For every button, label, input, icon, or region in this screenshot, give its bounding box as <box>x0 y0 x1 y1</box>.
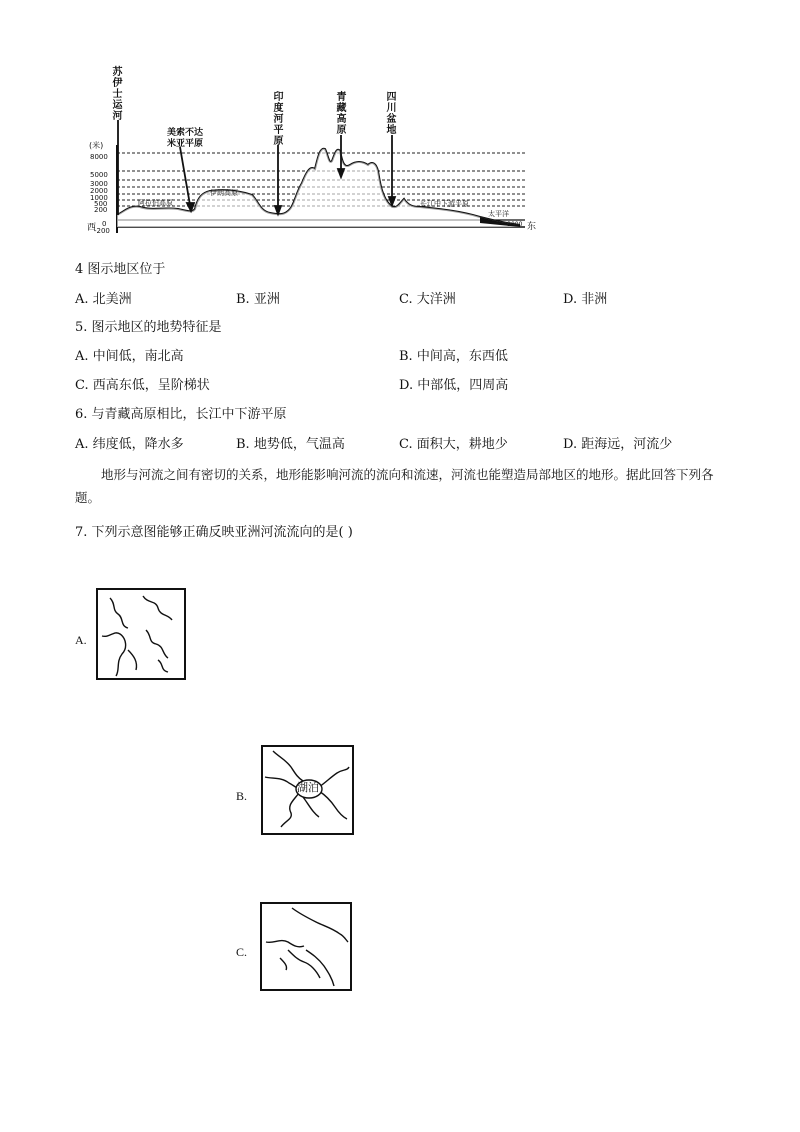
label-depth: -3000 <box>505 221 523 228</box>
q6-option-b[interactable]: B. 地势低，气温高 <box>236 437 345 452</box>
q6-option-c[interactable]: C. 面积大，耕地少 <box>399 437 508 452</box>
q7-option-c-label[interactable]: C. <box>236 945 248 959</box>
tick-0: 0 <box>102 220 107 228</box>
q5-option-c[interactable]: C. 西高东低，呈阶梯状 <box>75 378 210 393</box>
tick-500: 500 <box>94 200 108 208</box>
terrain-profile-figure <box>80 65 540 240</box>
label-indus: 印度河平原 <box>273 92 284 147</box>
q7-option-b-label[interactable]: B. <box>236 789 248 803</box>
label-sichuan: 四川盆地 <box>386 92 397 136</box>
q7-option-a-map[interactable] <box>96 588 186 680</box>
terrain-profile-svg <box>80 65 540 240</box>
q4-option-b[interactable]: B. 亚洲 <box>236 292 280 307</box>
q7-option-a-label[interactable]: A. <box>75 633 87 647</box>
q4-stem: 4 图示地区位于 <box>75 262 166 277</box>
q4-option-d[interactable]: D. 非洲 <box>563 292 608 307</box>
intro-paragraph: 地形与河流之间有密切的关系，地形能影响河流的流向和流速，河流也能塑造局部地区的地形。据此回答下列各题。 <box>75 467 714 505</box>
tick-200: 200 <box>94 206 108 214</box>
label-arabia: 阿拉伯高原 <box>138 199 173 207</box>
tick-1000: 1000 <box>90 194 108 202</box>
q6-option-d[interactable]: D. 距海远，河流少 <box>563 437 673 452</box>
lake-label: 湖泊 <box>297 781 319 794</box>
tick-8000: 8000 <box>90 153 108 161</box>
tick-5000: 5000 <box>90 171 108 179</box>
label-suez: 苏伊士运河 <box>112 67 123 122</box>
q5-option-d[interactable]: D. 中部低，四周高 <box>399 378 509 393</box>
q7-option-b-map[interactable] <box>261 745 354 835</box>
q4-option-a[interactable]: A. 北美洲 <box>75 292 132 307</box>
label-west: 西 <box>87 223 97 233</box>
label-east: 东 <box>527 222 537 232</box>
rivers-a-svg <box>98 590 184 678</box>
q5-stem: 5. 图示地区的地势特征是 <box>75 320 222 335</box>
label-mesopotamia-1: 美索不达 <box>167 128 204 138</box>
q7-stem: 7. 下列示意图能够正确反映亚洲河流流向的是( ) <box>75 525 353 540</box>
q5-option-a[interactable]: A. 中间低，南北高 <box>75 349 184 364</box>
rivers-c-svg <box>262 904 350 989</box>
q6-stem: 6. 与青藏高原相比，长江中下游平原 <box>75 407 287 422</box>
tick-2000: 2000 <box>90 187 108 195</box>
unit-label: (米) <box>89 141 104 150</box>
label-tibet: 青藏高原 <box>336 92 347 136</box>
q5-option-b[interactable]: B. 中间高，东西低 <box>399 349 508 364</box>
q6-option-a[interactable]: A. 纬度低，降水多 <box>75 437 184 452</box>
label-yangtze: 长江中下游平原 <box>420 200 469 208</box>
q4-option-c[interactable]: C. 大洋洲 <box>399 292 456 307</box>
label-mesopotamia-2: 米亚平原 <box>167 139 204 149</box>
label-pacific: 太平洋 <box>488 210 509 218</box>
tick-neg200: -200 <box>94 227 110 235</box>
label-iran: 伊朗高原 <box>210 189 238 197</box>
q7-option-c-map[interactable] <box>260 902 352 991</box>
tick-3000: 3000 <box>90 180 108 188</box>
